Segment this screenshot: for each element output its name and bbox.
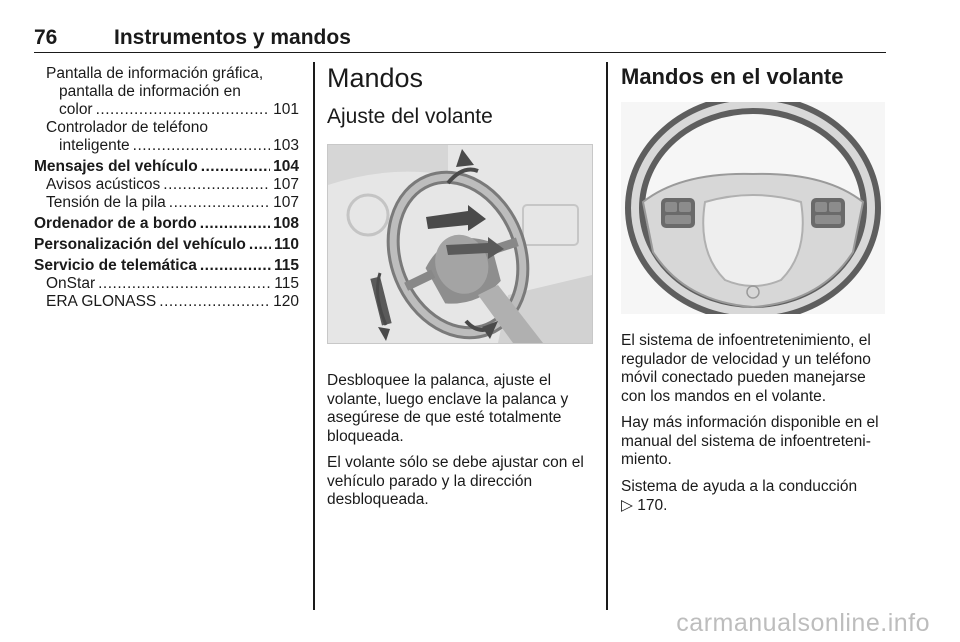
adjust-warning: El volante sólo se debe ajustar con el vehículo parado y la dirección desbloqueada. xyxy=(327,454,584,508)
toc-entry[interactable] xyxy=(34,176,299,194)
adjust-instructions: Desbloquee la palanca, ajuste el volante, luego enclave la palanca y asegúrese de que esté totalmente bloqueada. xyxy=(327,372,569,445)
watermark: carmanualsonline.info xyxy=(676,609,930,637)
toc-entry-title: color xyxy=(59,101,93,118)
toc-entry[interactable] xyxy=(34,257,299,275)
page-number: 76 xyxy=(34,26,58,49)
toc-entry[interactable] xyxy=(34,293,299,311)
toc-entry-title: Servicio de telemática xyxy=(34,257,197,274)
toc-entry[interactable] xyxy=(34,275,299,293)
mandos-section xyxy=(327,62,593,518)
toc-entry[interactable] xyxy=(34,158,299,176)
driver-assist-reference[interactable] xyxy=(621,478,887,516)
chapter-title: Instrumentos y mandos xyxy=(114,26,351,49)
toc-entry-page: 110 xyxy=(273,236,299,253)
steering-wheel-controls-illustration xyxy=(621,102,885,314)
toc-entry-title: ERA GLONASS xyxy=(46,293,157,310)
volante-section xyxy=(621,62,887,524)
toc-entry-page: 115 xyxy=(274,275,299,292)
section-title: Mandos en el volante xyxy=(621,64,844,89)
reference-text: Sistema de ayuda a la conducción xyxy=(621,477,858,495)
toc-entry-title: Tensión de la pila xyxy=(46,194,166,211)
toc-entry-page: 107 xyxy=(273,194,299,211)
toc-entry-text: pantalla de información en xyxy=(59,83,241,100)
toc-entry-title: Avisos acústicos xyxy=(46,176,161,193)
controls-description: El sistema de infoentretenimiento, el regulador de velocidad y un teléfono móvil conectado pueden manejarse con los mandos en el volante. xyxy=(621,332,871,405)
toc-entry[interactable] xyxy=(34,215,299,233)
toc-entry-page: 101 xyxy=(273,101,299,118)
toc-entry-page: 108 xyxy=(273,215,299,232)
toc-entry-page: 107 xyxy=(273,176,299,193)
toc-entry-title: Mensajes del vehículo xyxy=(34,158,198,175)
page-header xyxy=(34,26,886,53)
reference-page: 170. xyxy=(637,497,668,514)
page-reference-arrow-icon: ▷ xyxy=(621,496,633,514)
toc-entry-page: 103 xyxy=(273,137,299,154)
toc-entry-telefono[interactable] xyxy=(34,137,299,155)
toc-entry-color[interactable] xyxy=(34,101,299,119)
toc-entry-title: OnStar xyxy=(46,275,96,292)
toc-entry[interactable] xyxy=(34,194,299,212)
toc-entry-title: Ordenador de a bordo xyxy=(34,215,197,232)
column-divider-1 xyxy=(313,62,315,610)
toc-list xyxy=(34,65,299,311)
toc-entry-text: Pantalla de información gráfica, xyxy=(46,65,264,82)
toc-entry-title: inteligente xyxy=(59,137,130,154)
subsection-title: Ajuste del volante xyxy=(327,105,493,128)
toc-entry-text: Controlador de teléfono xyxy=(46,119,209,136)
toc-entry-page: 120 xyxy=(273,293,299,310)
column-divider-2 xyxy=(606,62,608,610)
toc-entry-page: 104 xyxy=(273,158,299,175)
more-info-note: Hay más información disponible en el manual del sistema de infoentretenimiento. xyxy=(621,414,879,468)
toc-entry-page: 115 xyxy=(273,257,299,274)
steering-adjust-illustration xyxy=(327,144,593,344)
toc-entry[interactable] xyxy=(34,236,299,254)
toc-entry-title: Personalización del vehículo xyxy=(34,236,246,253)
section-title: Mandos xyxy=(327,63,424,93)
